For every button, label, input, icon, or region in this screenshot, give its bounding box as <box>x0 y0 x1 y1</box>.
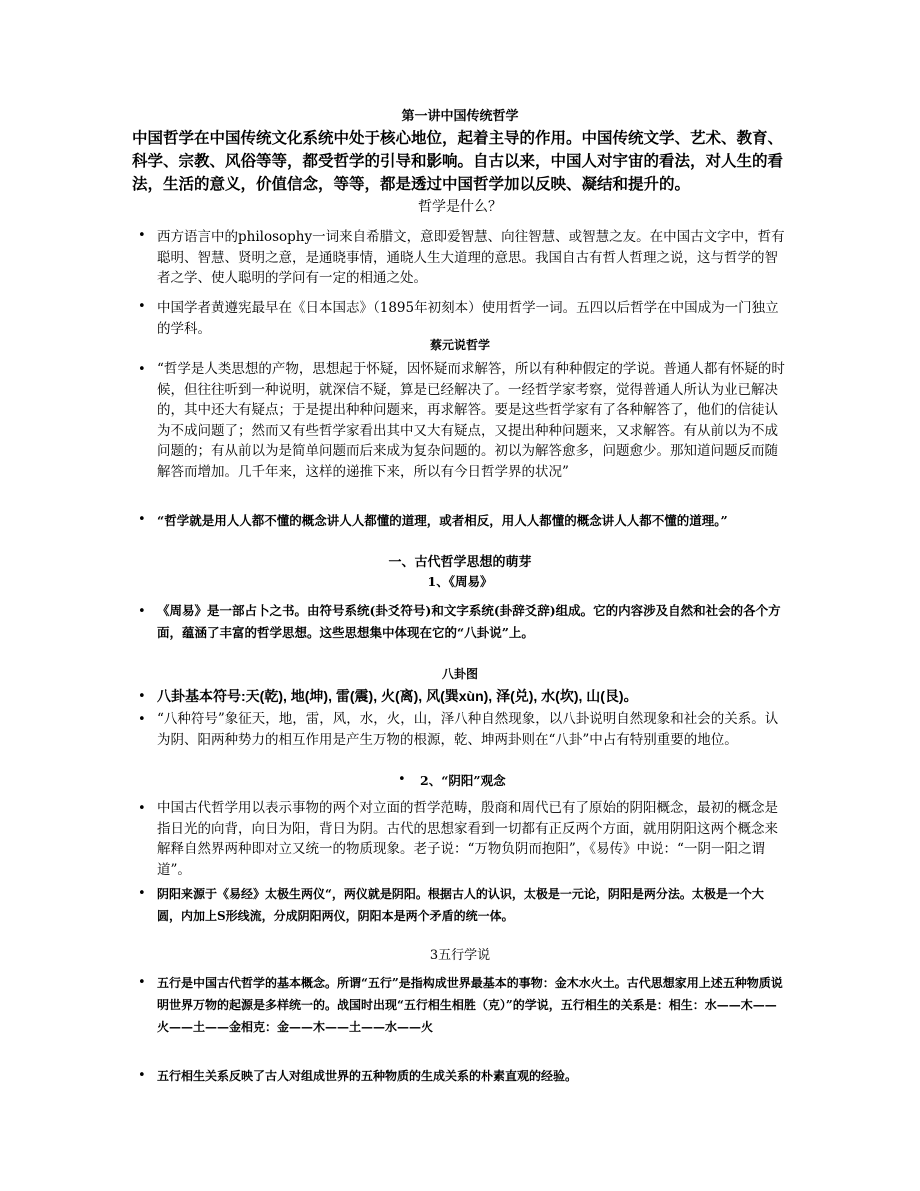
section-heading-what-is-philosophy: 哲学是什么？ <box>418 199 502 215</box>
intro-paragraph: 中国哲学在中国传统文化系统中处于核心地位，起着主导的作用。中国传统文学、艺术、教育、科学、宗教、风俗等等，都受哲学的引导和影响。自古以来，中国人对宇宙的看法，对人生的看法，生活的意义，价值信念，等等，都是透过中国哲学加以反映、凝结和提升的。 <box>132 130 784 193</box>
subsection-heading-yinyang: 2、“阴阳”观念 <box>420 773 506 788</box>
bullet-icon: • <box>138 801 146 816</box>
list-item: 阴阳来源于《易经》太极生两仪“，两仪就是阴阳。根据古人的认识，太极是一元论，阴阳是两分法。太极是一个大圆，内加上S形线流，分成阴阳两仪，阴阳本是两个矛盾的统一体。 <box>157 887 764 923</box>
list-item: “哲学就是用人人都不懂的概念讲人人都懂的道理，或者相反，用人人都懂的概念讲人人都不懂的道理。” <box>157 513 728 528</box>
bullet-icon: • <box>138 604 146 619</box>
bullet-icon: • <box>138 512 146 527</box>
bullet-icon: • <box>138 362 146 377</box>
list-item: 中国古代哲学用以表示事物的两个对立面的哲学范畴，殷商和周代已有了原始的阴阳概念，最初的概念是指日光的向背，向日为阳，背日为阴。古代的思想家看到一切都有正反两个方面，就用阴阳这两个概念来解释自然界两种即对立又统一的物质现象。老子说：“万物负阴而抱阳”，《易传》中说：“一阴一阳之谓道”。 <box>157 800 778 878</box>
bullet-icon: • <box>138 1068 146 1083</box>
subsection-heading-bagua: 八卦图 <box>441 667 478 681</box>
subsection-heading-wuxing: 3五行学说 <box>429 948 491 963</box>
page-title: 第一讲中国传统哲学 <box>401 109 519 124</box>
bullet-icon: • <box>138 228 146 243</box>
bullet-icon: • <box>138 712 146 727</box>
subsection-heading-zhouyi: 1、《周易》 <box>427 574 493 589</box>
bullet-icon: • <box>398 772 406 787</box>
list-item: 中国学者黄遵宪最早在《日本国志》（1895年初刻本）使用哲学一词。五四以后哲学在中国成为一门独立的学科。 <box>157 300 779 337</box>
bullet-icon: • <box>138 299 146 314</box>
bullet-icon: • <box>138 886 146 901</box>
list-item: 五行相生关系反映了古人对组成世界的五种物质的生成关系的朴素直观的经验。 <box>157 1069 578 1083</box>
list-item: “哲学是人类思想的产物，思想起于怀疑，因怀疑而求解答，所以有种种假定的学说。普通人都有怀疑的时候，但往往听到一种说明，就深信不疑，算是已经解决了。一经哲学家考察，觉得普通人所认为业已解决的，其中还大有疑点；于是提出种种问题来，再求解答。要是这些哲学家有了各种解答了，他们的信徒认为不成问题了；然而又有些哲学家看出其中又大有疑点，又提出种种问题来，又求解答。有从前以为不成问题的；有从前以为是简单问题而后来成为复杂问题的。初以为解答愈多，问题愈少。那知道问题反而随解答而增加。几千年来，这样的递推下来，所以有今日哲学界的状况” <box>157 361 785 480</box>
list-item: 《周易》是一部占卜之书。由符号系统(卦爻符号)和文字系统(卦辞爻辞)组成。它的内容涉及自然和社会的各个方面，蕴涵了丰富的哲学思想。这些思想集中体现在它的“八卦说”上。 <box>157 603 781 640</box>
bullet-icon: • <box>138 689 146 704</box>
bullet-icon: • <box>138 975 146 990</box>
list-item: 八卦基本符号:天(乾), 地(坤), 雷(震), 火(离), 风(巽xùn), 泽(兑), 水(坎), 山(艮)。 <box>157 688 638 704</box>
list-item: 五行是中国古代哲学的基本概念。所谓“五行”是指构成世界最基本的事物：金木水火土。古代思想家用上述五种物质说明世界万物的起源是多样统一的。战国时出现“五行相生相胜（克）”的学说，五行相生的关系是：相生：水——木——火——土——金相克：金——木——土——水——火 <box>157 976 783 1034</box>
list-item: “八种符号”象征天，地，雷，风，水，火，山，泽八种自然现象，以八卦说明自然现象和社会的关系。认为阴、阳两种势力的相互作用是产生万物的根源，乾、坤两卦则在“八卦”中占有特别重要的地位。 <box>157 711 779 748</box>
list-item: 西方语言中的philosophy一词来自希腊文，意即爱智慧、向往智慧、或智慧之友。在中国古文字中，哲有聪明、智慧、贤明之意，是通晓事情，通晓人生大道理的意思。我国自古有哲人哲理之说，这与哲学的智者之学、使人聪明的学问有一定的相通之处。 <box>157 229 785 286</box>
section-heading-ancient: 一、古代哲学思想的萌芽 <box>388 555 532 570</box>
section-heading-cai: 蔡元说哲学 <box>429 338 490 352</box>
